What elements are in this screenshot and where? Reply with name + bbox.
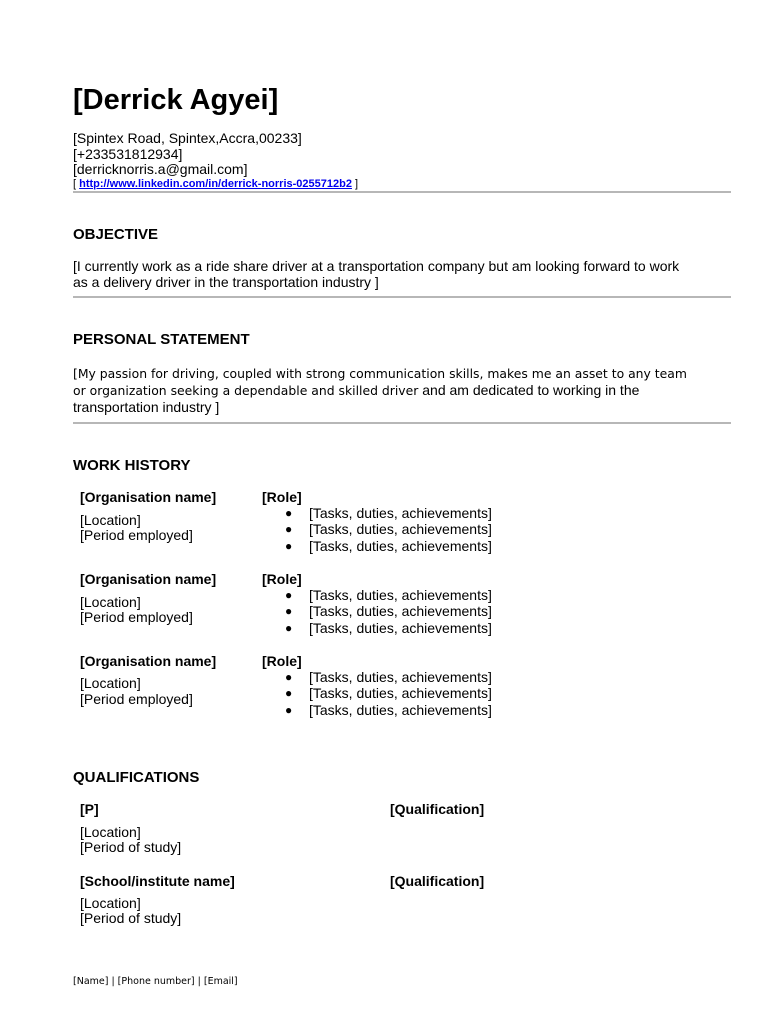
personal-statement-line-3: transportation industry ] (73, 399, 220, 415)
role: [Role] (262, 571, 302, 587)
bullet-icon: ● (285, 506, 293, 520)
linkedin-close-bracket: ] (351, 178, 359, 190)
organisation-name: [Organisation name] (80, 489, 217, 505)
task-text: [Tasks, duties, achievements] (309, 620, 492, 636)
objective-heading: OBJECTIVE (73, 226, 159, 243)
qualifications-heading: QUALIFICATIONS (73, 769, 200, 786)
location: [Location] (80, 675, 141, 691)
task-item (285, 538, 492, 554)
task-text: [Tasks, duties, achievements] (309, 669, 492, 685)
task-item (285, 505, 492, 521)
organisation-name: [Organisation name] (80, 571, 217, 587)
location: [Location] (80, 895, 141, 911)
email-address: [derricknorris.a@gmail.com] (73, 161, 248, 177)
period-employed: [Period employed] (80, 691, 193, 707)
location: [Location] (80, 824, 141, 840)
personal-statement-line-2 (73, 382, 713, 399)
task-item (285, 587, 492, 603)
school-name: [P] (80, 801, 99, 817)
bullet-icon: ● (285, 670, 293, 684)
objective-text (73, 258, 713, 290)
location: [Location] (80, 594, 141, 610)
task-text: [Tasks, duties, achievements] (309, 685, 492, 701)
linkedin-line (73, 177, 358, 191)
period-of-study: [Period of study] (80, 910, 182, 926)
bullet-icon: ● (285, 621, 293, 635)
resume-name: [Derrick Agyei] (73, 84, 279, 116)
qualification-title: [Qualification] (390, 873, 485, 889)
location: [Location] (80, 512, 141, 528)
task-text: [Tasks, duties, achievements] (309, 603, 492, 619)
task-item (285, 620, 492, 636)
objective-line-2: as a delivery driver in the transportation industry ] (73, 274, 379, 290)
task-item (285, 521, 492, 537)
school-name: [School/institute name] (80, 873, 235, 889)
bullet-icon: ● (285, 522, 293, 536)
role: [Role] (262, 489, 302, 505)
divider (73, 191, 731, 193)
personal-statement-line-2a: or organization seeking a dependable and skilled driver (73, 383, 419, 398)
task-item (285, 603, 492, 619)
role: [Role] (262, 653, 302, 669)
page-footer: [Name] | [Phone number] | [Email] (73, 976, 238, 987)
personal-statement-heading: PERSONAL STATEMENT (73, 331, 250, 348)
task-item (285, 702, 492, 718)
personal-statement-text (73, 365, 713, 416)
linkedin-link[interactable]: http://www.linkedin.com/in/derrick-norris-0255712b2 (79, 178, 352, 190)
task-text: [Tasks, duties, achievements] (309, 538, 492, 554)
objective-line-1: [I currently work as a ride share driver at a transportation company but am looking forward to work (73, 258, 680, 274)
divider (73, 422, 731, 424)
task-text: [Tasks, duties, achievements] (309, 587, 492, 603)
period-of-study: [Period of study] (80, 839, 182, 855)
work-history-heading: WORK HISTORY (73, 457, 191, 474)
task-text: [Tasks, duties, achievements] (309, 505, 492, 521)
bullet-icon: ● (285, 588, 293, 602)
bullet-icon: ● (285, 539, 293, 553)
task-text: [Tasks, duties, achievements] (309, 702, 492, 718)
bullet-icon: ● (285, 686, 293, 700)
personal-statement-line-1: [My passion for driving, coupled with strong communication skills, makes me an asset to any team (73, 366, 687, 381)
organisation-name: [Organisation name] (80, 653, 217, 669)
task-text: [Tasks, duties, achievements] (309, 521, 492, 537)
qualification-title: [Qualification] (390, 801, 485, 817)
phone-number: [+233531812934] (73, 146, 183, 162)
period-employed: [Period employed] (80, 527, 193, 543)
bullet-icon: ● (285, 703, 293, 717)
task-item (285, 669, 492, 685)
linkedin-open-bracket: [ (73, 178, 80, 190)
task-item (285, 685, 492, 701)
personal-statement-line-2b: and am dedicated to working in the (418, 382, 640, 398)
divider (73, 296, 731, 298)
address: [Spintex Road, Spintex,Accra,00233] (73, 130, 302, 146)
period-employed: [Period employed] (80, 609, 193, 625)
bullet-icon: ● (285, 604, 293, 618)
